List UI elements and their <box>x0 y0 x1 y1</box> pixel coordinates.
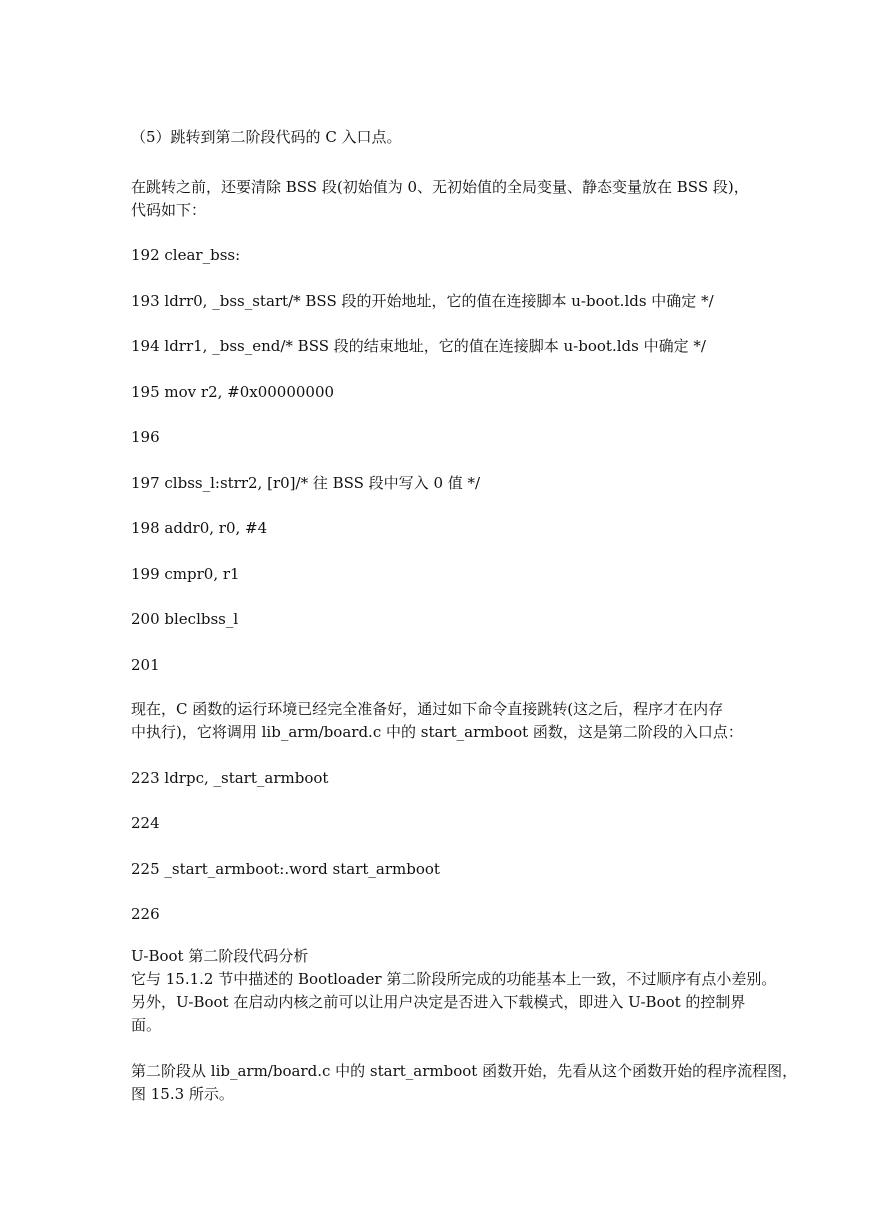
analysis-line: 它与 15.1.2 节中描述的 Bootloader 第二阶段所完成的功能基本上一致，不过顺序有点小差别。 <box>131 970 777 988</box>
code-line: 224 <box>131 814 160 832</box>
section-title: U-Boot 第二阶段代码分析 <box>131 947 309 965</box>
stage2-line: 第二阶段从 lib_arm/board.c 中的 start_armboot 函数开始，先看从这个函数开始的程序流程图， <box>131 1062 798 1080</box>
code-line: 194 ldrr1, _bss_end/* BSS 段的结束地址，它的值在连接脚本 u-boot.lds 中确定 */ <box>131 337 706 355</box>
intro-line: 代码如下： <box>131 201 207 219</box>
jump-paragraph <box>131 698 743 744</box>
jump-line: 现在，C 函数的运行环境已经完全准备好，通过如下命令直接跳转(这之后，程序才在内存 <box>131 700 724 718</box>
code-line: 199 cmpr0, r1 <box>131 565 240 583</box>
code-line: 195 mov r2, #0x00000000 <box>131 383 335 401</box>
code-line: 193 ldrr0, _bss_start/* BSS 段的开始地址，它的值在连接脚本 u-boot.lds 中确定 */ <box>131 292 714 310</box>
intro-paragraph <box>131 176 749 222</box>
analysis-section <box>131 945 777 1037</box>
code-line: 196 <box>131 428 160 446</box>
jump-line: 中执行)，它将调用 lib_arm/board.c 中的 start_armboot 函数，这是第二阶段的入口点： <box>131 723 743 741</box>
code-line: 223 ldrpc, _start_armboot <box>131 769 329 787</box>
code-line: 201 <box>131 656 160 674</box>
code-line: 198 addr0, r0, #4 <box>131 519 268 537</box>
stage2-paragraph <box>131 1060 798 1106</box>
code-line: 197 clbss_l:strr2, [r0]/* 往 BSS 段中写入 0 值 */ <box>131 474 481 492</box>
stage2-line: 图 15.3 所示。 <box>131 1085 234 1103</box>
code-line: 192 clear_bss: <box>131 246 241 264</box>
analysis-line: 面。 <box>131 1016 162 1034</box>
code-line: 225 _start_armboot:.word start_armboot <box>131 860 440 878</box>
intro-line: 在跳转之前，还要清除 BSS 段(初始值为 0、无初始值的全局变量、静态变量放在 BSS 段)， <box>131 178 749 196</box>
code-line: 200 bleclbss_l <box>131 610 239 628</box>
analysis-line: 另外，U-Boot 在启动内核之前可以让用户决定是否进入下载模式，即进入 U-Boot 的控制界 <box>131 993 746 1011</box>
step5-heading: （5）跳转到第二阶段代码的 C 入口点。 <box>131 128 402 146</box>
code-line: 226 <box>131 905 160 923</box>
